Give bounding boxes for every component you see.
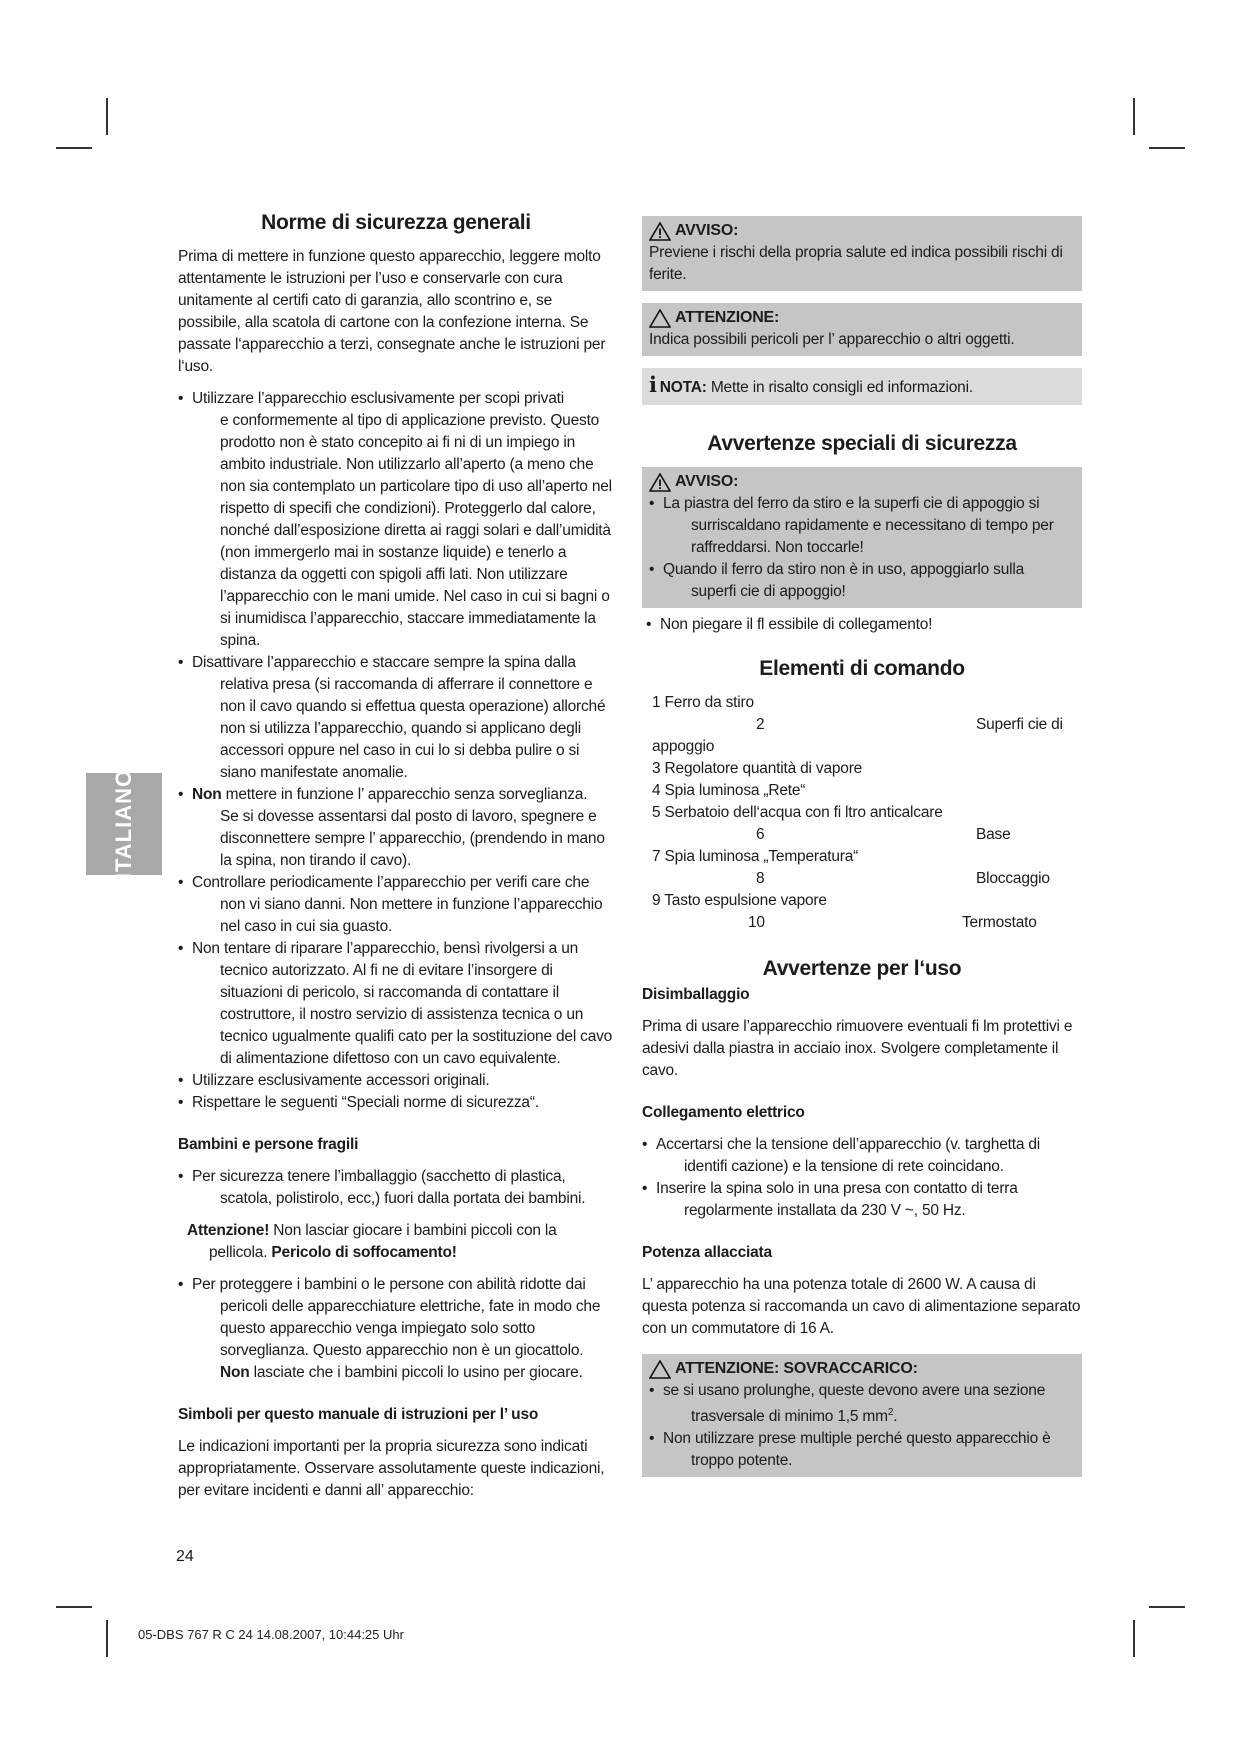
heading-unpacking: Disimballaggio [642,986,750,1003]
avviso-text: Previene i rischi della propria salute ed indica possibili rischi di ferite. [649,244,1063,283]
list-item: • Per sicurezza tenere l’imballaggio (sacchetto di plastica, scatola, polistirolo, ecc,) fuori dalla portata dei bambini. [178,1166,614,1210]
crop-mark [106,98,108,135]
list-item: • Disattivare l’apparecchio e staccare sempre la spina dalla relativa presa (si raccomanda di afferrare il connettore e non il cavo quando si effettua questa operazione) allorché non si utilizza l’apparecchio, quando si applicano degli accessori oppure nel caso in cui lo si debba pulire o si siano manifestate anomalie. [178,652,614,784]
special-avviso-label: AVVISO: [675,473,739,490]
list-item: • Non tentare di riparare l’apparecchio, bensì rivolgersi a un tecnico autorizzato. Al fi ne di evitare l’insorgere di situazioni di pericolo, si raccomanda di contattare il costruttore, il nostro servizio di assistenza tecnica o un tecnico ugualmente qualifi cato per la sostituzione del cavo di alimentazione difettoso con un cavo equivalente. [178,938,614,1070]
caution-triangle-icon [649,309,671,328]
warning-triangle-icon [649,222,671,241]
list-item: • Controllare periodicamente l’apparecchio per verifi care che non vi siano danni. Non mettere in funzione l’apparecchio nel caso in cui sia guasto. [178,872,614,938]
list-item: • Inserire la spina solo in una presa con contatto di terra regolarmente installata da 230 V ~, 50 Hz. [642,1178,1082,1222]
crop-mark [56,147,92,149]
control-item: 8 Bloccaggio [756,870,1050,887]
page-number: 24 [176,1548,194,1565]
list-item: • Quando il ferro da stiro non è in uso, appoggiarlo sulla superfi cie di appoggio! [649,559,1075,603]
list-item: • Non piegare il fl essibile di collegamento! [646,614,1082,636]
overload-box [642,1354,1082,1477]
list-item: • Rispettare le seguenti “Speciali norme di sicurezza“. [178,1092,614,1114]
heading-power: Potenza allacciata [642,1244,772,1261]
list-item: • Utilizzare l’apparecchio esclusivamente per scopi privati e conformemente al tipo di applicazione previsto. Questo prodotto non è stato concepito ai fi ni di un impiego in ambito industriale. Non utilizzarlo all’aperto (a meno che non sia contemplato un particolare tipo di uso all’aperto nel rispetto di specifi che condizioni). Proteggerlo dal calore, nonché dall’esposizione diretta ai raggi solari e dall’umidità (non immergerlo mai in sostanze liquide) e tenerlo a distanza da oggetti con spigoli affi lati. Non utilizzare l’apparecchio con le mani umide. Nel caso in cui si bagni o si inumidisca l’apparecchio, staccare immediatamente la spina. [178,388,614,652]
attenzione-text: Indica possibili pericoli per l’ apparecchio o altri oggetti. [649,331,1015,348]
attenzione-label: ATTENZIONE: [675,309,780,326]
nota-text: Mette in risalto consigli ed informazioni. [706,379,973,396]
control-item: 1 Ferro da stiro [652,694,754,711]
controls-list [642,692,1082,934]
list-item: • La piastra del ferro da stiro e la superfi cie di appoggio si surriscaldano rapidamente e necessitano di tempo per raffreddarsi. Non toccarle! [649,493,1075,559]
children-list-1 [178,1166,614,1210]
language-tab-label: ITALIANO [111,768,136,880]
control-item: 4 Spia luminosa „Rete“ [652,782,806,799]
section-title-usage: Avvertenze per l‘uso [762,957,962,980]
right-column [642,216,1082,1489]
language-tab [86,768,162,880]
crop-mark [1133,1620,1135,1657]
general-safety-list [178,388,614,1114]
warning-triangle-icon [649,473,671,492]
info-icon: i [649,372,657,397]
power-paragraph: L’ apparecchio ha una potenza totale di 2600 W. A causa di questa potenza si raccomanda un cavo di alimentazione separato con un commutatore di 16 A. [642,1276,1081,1337]
control-item: 6 Base [756,826,1011,843]
list-item: • se si usano prolunghe, queste devono avere una sezione trasversale di minimo 1,5 $mm^2$. [649,1380,1075,1428]
control-item: 5 Serbatoio dell‘acqua con fi ltro anticalcare [652,804,943,821]
avviso-box [642,216,1082,291]
unpacking-paragraph: Prima di usare l’apparecchio rimuovere eventuali fi lm protettivi e adesivi dalla piastra in acciaio inox. Svolgere completamente il cavo. [642,1018,1073,1079]
nota-label: NOTA: [659,379,707,396]
children-list-2 [178,1274,614,1384]
heading-children: Bambini e persone fragili [178,1136,359,1153]
special-extra-list [646,614,1082,636]
crop-mark [56,1606,92,1608]
heading-electric: Collegamento elettrico [642,1104,805,1121]
list-item: • Per proteggere i bambini o le persone con abilità ridotte dai pericoli delle apparecchiature elettriche, fate in modo che questo apparecchio venga impiegato solo sotto sorveglianza. Questo apparecchio non è un giocattolo. Non lasciate che i bambini piccoli lo usino per giocare. [178,1274,614,1384]
attenzione-box [642,303,1082,356]
heading-symbols: Simboli per questo manuale di istruzioni per l’ uso [178,1406,539,1423]
nota-box [642,368,1082,405]
section-title-special-safety: Avvertenze speciali di sicurezza [707,432,1017,455]
overload-label: ATTENZIONE: SOVRACCARICO: [675,1360,918,1377]
caution-triangle-icon [649,1360,671,1379]
control-item: 3 Regolatore quantità di vapore [652,760,863,777]
special-avviso-box [642,467,1082,608]
left-column [178,210,614,1502]
list-item: • Accertarsi che la tensione dell’apparecchio (v. targhetta di identifi cazione) e la tensione di rete coincidano. [642,1134,1082,1178]
control-item: 10 Termostato [748,914,1037,931]
avviso-label: AVVISO: [675,222,739,239]
attention-note: Attenzione! Non lasciar giocare i bambini piccoli con la pellicola. Pericolo di soffocamento! [187,1222,557,1261]
crop-mark [106,1620,108,1657]
print-info: 05-DBS 767 R C 24 14.08.2007, 10:44:25 Uhr [138,1627,404,1642]
crop-mark [1149,1606,1185,1608]
section-title-controls: Elementi di comando [759,657,965,680]
electric-list [642,1134,1082,1222]
symbols-paragraph: Le indicazioni importanti per la propria sicurezza sono indicati appropriatamente. Osservare assolutamente queste indicazioni, per evitare incidenti e danni all’ apparecchio: [178,1438,605,1499]
crop-mark [1149,147,1185,149]
list-item: • Non mettere in funzione l’ apparecchio senza sorveglianza. Se si dovesse assentarsi dal posto di lavoro, spegnere e disconnettere sempre l’ apparecchio, (prendendo in mano la spina, non tirando il cavo). [178,784,614,872]
intro-paragraph: Prima di mettere in funzione questo apparecchio, leggere molto attentamente le istruzioni per l’uso e conservarle con cura unitamente al certifi cato di garanzia, allo scontrino e, se possibile, alla scatola di cartone con la confezione interna. Se passate l‘apparecchio a terzi, consegnate anche le istruzioni per l‘uso. [178,248,606,375]
list-item: • Non utilizzare prese multiple perché questo apparecchio è troppo potente. [649,1428,1075,1472]
control-item: 9 Tasto espulsione vapore [652,892,827,909]
control-item: 2 Superfi cie di appoggio [652,716,1063,755]
section-title-general-safety: Norme di sicurezza generali [261,211,531,234]
crop-mark [1133,98,1135,135]
control-item: 7 Spia luminosa „Temperatura“ [652,848,859,865]
list-item: • Utilizzare esclusivamente accessori originali. [178,1070,614,1092]
